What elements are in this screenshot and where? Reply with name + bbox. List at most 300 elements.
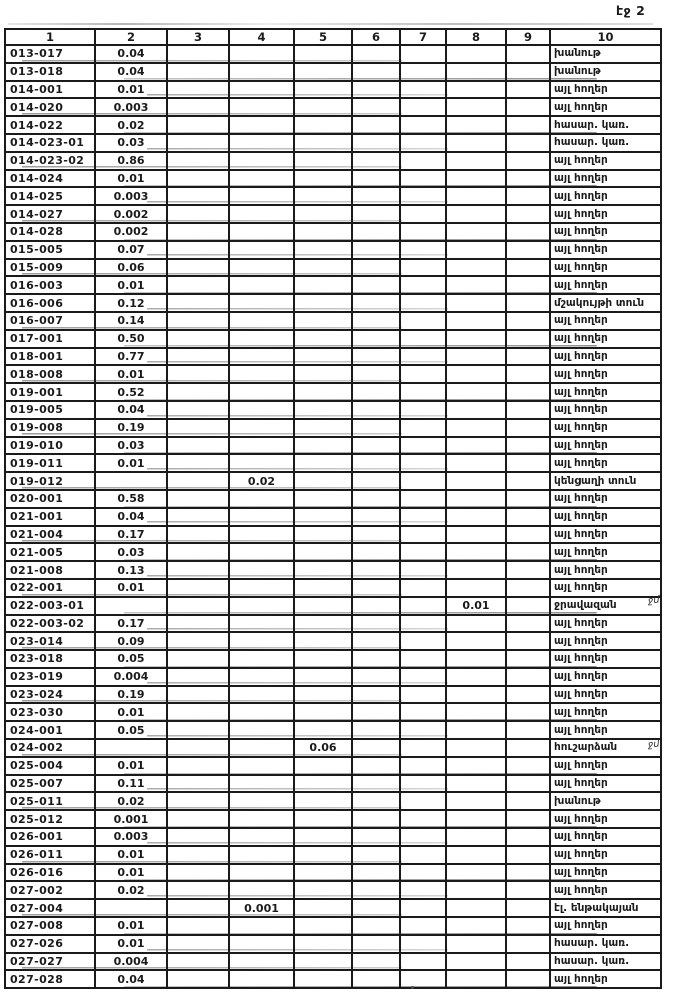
cell-value bbox=[352, 632, 400, 650]
cell-value bbox=[229, 526, 294, 544]
cell-value bbox=[167, 294, 229, 312]
cell-value bbox=[294, 561, 352, 579]
cell-value bbox=[167, 472, 229, 490]
cell-value bbox=[229, 846, 294, 864]
cell-value bbox=[294, 508, 352, 526]
cell-value bbox=[352, 881, 400, 899]
cell-value bbox=[294, 134, 352, 152]
cell-value bbox=[352, 970, 400, 988]
cell-land-use: այլ հողեր bbox=[550, 846, 661, 864]
cell-value bbox=[446, 543, 506, 561]
cell-value: 0.02 bbox=[229, 472, 294, 490]
cell-value bbox=[167, 615, 229, 633]
cell-value bbox=[400, 846, 446, 864]
table-row bbox=[5, 810, 661, 828]
cell-value bbox=[167, 401, 229, 419]
cell-value bbox=[294, 721, 352, 739]
cell-parcel-code: 027-028 bbox=[5, 970, 95, 988]
cell-value: 0.12 bbox=[95, 294, 167, 312]
cell-value bbox=[506, 686, 550, 704]
cell-value bbox=[294, 401, 352, 419]
cell-value: 0.02 bbox=[95, 881, 167, 899]
cell-value: 0.01 bbox=[95, 579, 167, 597]
cell-land-use: այլ հողեր bbox=[550, 330, 661, 348]
cell-land-use: այլ հողեր bbox=[550, 970, 661, 988]
cell-value bbox=[446, 45, 506, 63]
cell-value bbox=[506, 792, 550, 810]
cell-parcel-code: 014-024 bbox=[5, 170, 95, 188]
cell-value bbox=[229, 970, 294, 988]
cell-land-use: այլ հողեր bbox=[550, 383, 661, 401]
cell-value bbox=[352, 63, 400, 81]
cell-value bbox=[167, 526, 229, 544]
cell-value bbox=[294, 152, 352, 170]
cell-value bbox=[400, 437, 446, 455]
cell-value bbox=[294, 703, 352, 721]
cell-value bbox=[352, 792, 400, 810]
cell-value bbox=[229, 330, 294, 348]
cell-value: 0.03 bbox=[95, 543, 167, 561]
cell-land-use: այլ հողեր bbox=[550, 170, 661, 188]
cell-value bbox=[506, 437, 550, 455]
cell-value bbox=[229, 597, 294, 615]
cell-value bbox=[294, 632, 352, 650]
cell-value bbox=[352, 401, 400, 419]
cell-value bbox=[294, 597, 352, 615]
cell-value bbox=[229, 45, 294, 63]
cell-parcel-code: 018-001 bbox=[5, 348, 95, 366]
table-row bbox=[5, 170, 661, 188]
table-row bbox=[5, 775, 661, 793]
cell-value bbox=[400, 205, 446, 223]
cell-value bbox=[506, 134, 550, 152]
cell-value bbox=[294, 437, 352, 455]
cell-value: 0.03 bbox=[95, 437, 167, 455]
cell-parcel-code: 021-001 bbox=[5, 508, 95, 526]
cell-value bbox=[506, 597, 550, 615]
table-row bbox=[5, 98, 661, 116]
cell-value bbox=[400, 881, 446, 899]
cell-value bbox=[294, 792, 352, 810]
cell-parcel-code: 014-025 bbox=[5, 187, 95, 205]
cell-value bbox=[167, 348, 229, 366]
cell-value bbox=[352, 348, 400, 366]
cell-value bbox=[400, 472, 446, 490]
cell-value bbox=[506, 543, 550, 561]
cell-value bbox=[294, 899, 352, 917]
cell-value bbox=[506, 45, 550, 63]
cell-value bbox=[229, 152, 294, 170]
cell-value bbox=[294, 383, 352, 401]
cell-land-use: հասար. կառ. bbox=[550, 953, 661, 971]
cell-value bbox=[506, 953, 550, 971]
cell-value bbox=[446, 205, 506, 223]
cell-value bbox=[446, 881, 506, 899]
cell-value bbox=[506, 259, 550, 277]
cell-value bbox=[167, 419, 229, 437]
cell-value bbox=[506, 401, 550, 419]
cell-value bbox=[400, 508, 446, 526]
cell-value: 0.003 bbox=[95, 828, 167, 846]
cell-value bbox=[167, 98, 229, 116]
cell-value: 0.13 bbox=[95, 561, 167, 579]
cell-value: 0.19 bbox=[95, 686, 167, 704]
cell-value bbox=[446, 935, 506, 953]
cell-value bbox=[229, 134, 294, 152]
cell-value bbox=[352, 259, 400, 277]
cell-value bbox=[229, 454, 294, 472]
cell-value bbox=[95, 899, 167, 917]
cell-value bbox=[506, 276, 550, 294]
table-row bbox=[5, 490, 661, 508]
cell-value bbox=[294, 881, 352, 899]
cell-value bbox=[446, 330, 506, 348]
cell-value bbox=[446, 508, 506, 526]
cell-value bbox=[167, 490, 229, 508]
cell-value bbox=[229, 508, 294, 526]
cell-value bbox=[506, 472, 550, 490]
cell-value bbox=[506, 116, 550, 134]
cell-value bbox=[167, 312, 229, 330]
cell-value bbox=[167, 899, 229, 917]
table-row bbox=[5, 650, 661, 668]
cell-value bbox=[229, 437, 294, 455]
cell-value bbox=[167, 970, 229, 988]
cell-value bbox=[229, 810, 294, 828]
table-row bbox=[5, 864, 661, 882]
cell-value bbox=[506, 152, 550, 170]
cell-value bbox=[400, 454, 446, 472]
cell-value: 0.01 bbox=[95, 81, 167, 99]
cell-land-use: այլ հողեր bbox=[550, 775, 661, 793]
cell-value: 0.05 bbox=[95, 650, 167, 668]
cell-value bbox=[352, 294, 400, 312]
cell-value bbox=[506, 864, 550, 882]
cell-value: 0.11 bbox=[95, 775, 167, 793]
cell-value bbox=[167, 223, 229, 241]
column-header: 6 bbox=[352, 29, 400, 45]
cell-land-use: այլ հողեր bbox=[550, 526, 661, 544]
cell-value bbox=[506, 81, 550, 99]
cell-parcel-code: 023-024 bbox=[5, 686, 95, 704]
cell-value bbox=[506, 935, 550, 953]
cell-value bbox=[229, 561, 294, 579]
cell-value bbox=[352, 223, 400, 241]
cell-parcel-code: 014-022 bbox=[5, 116, 95, 134]
cell-value: 0.17 bbox=[95, 526, 167, 544]
cell-value bbox=[506, 775, 550, 793]
cell-parcel-code: 018-008 bbox=[5, 365, 95, 383]
cell-value bbox=[229, 881, 294, 899]
cell-value bbox=[167, 597, 229, 615]
cell-value bbox=[446, 970, 506, 988]
cell-value bbox=[167, 668, 229, 686]
cell-value bbox=[294, 365, 352, 383]
cell-value bbox=[352, 276, 400, 294]
cell-land-use: խանութ bbox=[550, 792, 661, 810]
cell-value bbox=[446, 526, 506, 544]
table-row bbox=[5, 935, 661, 953]
cell-value bbox=[446, 419, 506, 437]
table-row bbox=[5, 846, 661, 864]
cell-value: 0.03 bbox=[95, 134, 167, 152]
cell-value bbox=[352, 810, 400, 828]
cell-value bbox=[167, 63, 229, 81]
cell-land-use: հասար. կառ. bbox=[550, 116, 661, 134]
cell-value bbox=[446, 775, 506, 793]
cell-parcel-code: 016-006 bbox=[5, 294, 95, 312]
table-row bbox=[5, 792, 661, 810]
cell-value bbox=[229, 792, 294, 810]
cell-value bbox=[229, 223, 294, 241]
cell-land-use: այլ հողեր bbox=[550, 98, 661, 116]
cell-value bbox=[229, 615, 294, 633]
cell-value bbox=[167, 187, 229, 205]
cell-value bbox=[446, 953, 506, 971]
table-row bbox=[5, 187, 661, 205]
cell-parcel-code: 013-017 bbox=[5, 45, 95, 63]
cell-value bbox=[506, 703, 550, 721]
cell-value: 0.86 bbox=[95, 152, 167, 170]
table-row bbox=[5, 419, 661, 437]
cell-land-use: այլ հողեր bbox=[550, 561, 661, 579]
cell-land-use: այլ հողեր bbox=[550, 721, 661, 739]
cell-value bbox=[229, 703, 294, 721]
land-parcel-table bbox=[4, 28, 662, 989]
cell-value bbox=[506, 170, 550, 188]
cell-land-use: այլ հողեր bbox=[550, 223, 661, 241]
cell-parcel-code: 020-001 bbox=[5, 490, 95, 508]
column-header: 10 bbox=[550, 29, 661, 45]
cell-value bbox=[294, 810, 352, 828]
cell-value bbox=[400, 970, 446, 988]
cell-parcel-code: 025-011 bbox=[5, 792, 95, 810]
cell-value: 0.01 bbox=[446, 597, 506, 615]
cell-value bbox=[229, 401, 294, 419]
cell-parcel-code: 025-004 bbox=[5, 757, 95, 775]
cell-land-use: այլ հողեր bbox=[550, 205, 661, 223]
cell-parcel-code: 019-010 bbox=[5, 437, 95, 455]
cell-value bbox=[506, 561, 550, 579]
cell-value bbox=[446, 686, 506, 704]
cell-value bbox=[352, 775, 400, 793]
cell-land-use: այլ հողեր bbox=[550, 419, 661, 437]
cell-value bbox=[294, 917, 352, 935]
cell-value bbox=[167, 543, 229, 561]
table-row bbox=[5, 330, 661, 348]
cell-parcel-code: 013-018 bbox=[5, 63, 95, 81]
cell-value bbox=[352, 81, 400, 99]
table-row bbox=[5, 472, 661, 490]
cell-value bbox=[446, 223, 506, 241]
cell-value: 0.01 bbox=[95, 454, 167, 472]
cell-value bbox=[400, 187, 446, 205]
cell-value bbox=[506, 98, 550, 116]
cell-value bbox=[400, 365, 446, 383]
cell-value bbox=[352, 45, 400, 63]
cell-value bbox=[167, 881, 229, 899]
cell-value bbox=[446, 134, 506, 152]
cell-value bbox=[446, 828, 506, 846]
cell-value bbox=[229, 383, 294, 401]
cell-value: 0.004 bbox=[95, 953, 167, 971]
cell-value bbox=[352, 899, 400, 917]
cell-value bbox=[446, 579, 506, 597]
cell-value bbox=[352, 721, 400, 739]
cell-value bbox=[167, 703, 229, 721]
cell-value bbox=[446, 810, 506, 828]
cell-value bbox=[446, 632, 506, 650]
cell-value bbox=[95, 739, 167, 757]
cell-value bbox=[167, 330, 229, 348]
cell-value bbox=[352, 615, 400, 633]
table-row bbox=[5, 899, 661, 917]
cell-parcel-code: 015-009 bbox=[5, 259, 95, 277]
cell-value bbox=[400, 259, 446, 277]
cell-value bbox=[446, 668, 506, 686]
cell-value bbox=[446, 170, 506, 188]
table-row bbox=[5, 917, 661, 935]
table-row bbox=[5, 508, 661, 526]
cell-value: 0.02 bbox=[95, 116, 167, 134]
cell-value bbox=[400, 312, 446, 330]
cell-value: 0.01 bbox=[95, 703, 167, 721]
table-row bbox=[5, 241, 661, 259]
cell-value: 0.01 bbox=[95, 365, 167, 383]
cell-value bbox=[229, 63, 294, 81]
table-row bbox=[5, 259, 661, 277]
cell-value bbox=[352, 935, 400, 953]
cell-value bbox=[352, 365, 400, 383]
cell-value bbox=[229, 650, 294, 668]
table-row bbox=[5, 116, 661, 134]
cell-value bbox=[167, 454, 229, 472]
cell-value bbox=[446, 81, 506, 99]
cell-value bbox=[506, 63, 550, 81]
cell-value: 0.002 bbox=[95, 223, 167, 241]
cell-value bbox=[506, 632, 550, 650]
cell-value bbox=[229, 668, 294, 686]
cell-value bbox=[400, 170, 446, 188]
cell-parcel-code: 027-008 bbox=[5, 917, 95, 935]
cell-value: 0.19 bbox=[95, 419, 167, 437]
cell-value bbox=[352, 437, 400, 455]
cell-value bbox=[167, 259, 229, 277]
cell-value bbox=[400, 721, 446, 739]
cell-value bbox=[400, 152, 446, 170]
header-row bbox=[5, 29, 661, 45]
cell-value bbox=[229, 365, 294, 383]
table-row bbox=[5, 615, 661, 633]
cell-value bbox=[446, 615, 506, 633]
cell-value bbox=[400, 490, 446, 508]
cell-value: 0.02 bbox=[95, 792, 167, 810]
table-row bbox=[5, 348, 661, 366]
table-row bbox=[5, 294, 661, 312]
cell-value bbox=[352, 757, 400, 775]
cell-value bbox=[400, 223, 446, 241]
cell-value bbox=[167, 864, 229, 882]
cell-value bbox=[446, 437, 506, 455]
cell-value bbox=[229, 259, 294, 277]
cell-value bbox=[446, 792, 506, 810]
cell-value bbox=[167, 170, 229, 188]
cell-value bbox=[352, 330, 400, 348]
cell-land-use: էլ. ենթակայան bbox=[550, 899, 661, 917]
column-header: 5 bbox=[294, 29, 352, 45]
cell-value: 0.04 bbox=[95, 970, 167, 988]
cell-value bbox=[400, 935, 446, 953]
cell-parcel-code: 016-003 bbox=[5, 276, 95, 294]
cell-value: 0.001 bbox=[229, 899, 294, 917]
cell-value bbox=[294, 170, 352, 188]
cell-value bbox=[294, 579, 352, 597]
cell-value bbox=[400, 828, 446, 846]
cell-value bbox=[352, 152, 400, 170]
handwritten-margin-note: ջմ bbox=[647, 738, 660, 751]
table-row bbox=[5, 739, 661, 757]
cell-parcel-code: 014-023-02 bbox=[5, 152, 95, 170]
cell-value bbox=[294, 312, 352, 330]
cell-value bbox=[400, 98, 446, 116]
cell-value: 0.06 bbox=[95, 259, 167, 277]
cell-value bbox=[229, 579, 294, 597]
cell-value: 0.01 bbox=[95, 170, 167, 188]
cell-value bbox=[400, 561, 446, 579]
cell-value bbox=[229, 241, 294, 259]
cell-value bbox=[167, 205, 229, 223]
cell-parcel-code: 022-001 bbox=[5, 579, 95, 597]
cell-value bbox=[294, 348, 352, 366]
cell-value bbox=[400, 810, 446, 828]
table-row bbox=[5, 597, 661, 615]
cell-value bbox=[352, 561, 400, 579]
cell-land-use: այլ հողեր bbox=[550, 615, 661, 633]
cell-value bbox=[294, 116, 352, 134]
cell-parcel-code: 021-008 bbox=[5, 561, 95, 579]
cell-value bbox=[294, 63, 352, 81]
cell-value bbox=[229, 205, 294, 223]
cell-value bbox=[400, 650, 446, 668]
cell-value bbox=[352, 650, 400, 668]
cell-value bbox=[506, 757, 550, 775]
table-row bbox=[5, 757, 661, 775]
cell-land-use: այլ հողեր bbox=[550, 81, 661, 99]
cell-value bbox=[229, 312, 294, 330]
cell-value bbox=[167, 276, 229, 294]
cell-value bbox=[229, 81, 294, 99]
cell-land-use: այլ հողեր bbox=[550, 454, 661, 472]
cell-parcel-code: 014-001 bbox=[5, 81, 95, 99]
cell-value bbox=[229, 98, 294, 116]
table-row bbox=[5, 668, 661, 686]
cell-value bbox=[167, 953, 229, 971]
cell-parcel-code: 014-020 bbox=[5, 98, 95, 116]
cell-value bbox=[294, 259, 352, 277]
cell-value bbox=[167, 437, 229, 455]
cell-value bbox=[352, 526, 400, 544]
table-row bbox=[5, 970, 661, 988]
cell-value bbox=[167, 775, 229, 793]
cell-value bbox=[229, 348, 294, 366]
cell-value bbox=[294, 472, 352, 490]
cell-value bbox=[506, 650, 550, 668]
scan-artifact-dot bbox=[411, 986, 414, 989]
cell-value bbox=[400, 686, 446, 704]
cell-value bbox=[352, 508, 400, 526]
cell-land-use: մշակույթի տուն bbox=[550, 294, 661, 312]
cell-value bbox=[167, 686, 229, 704]
